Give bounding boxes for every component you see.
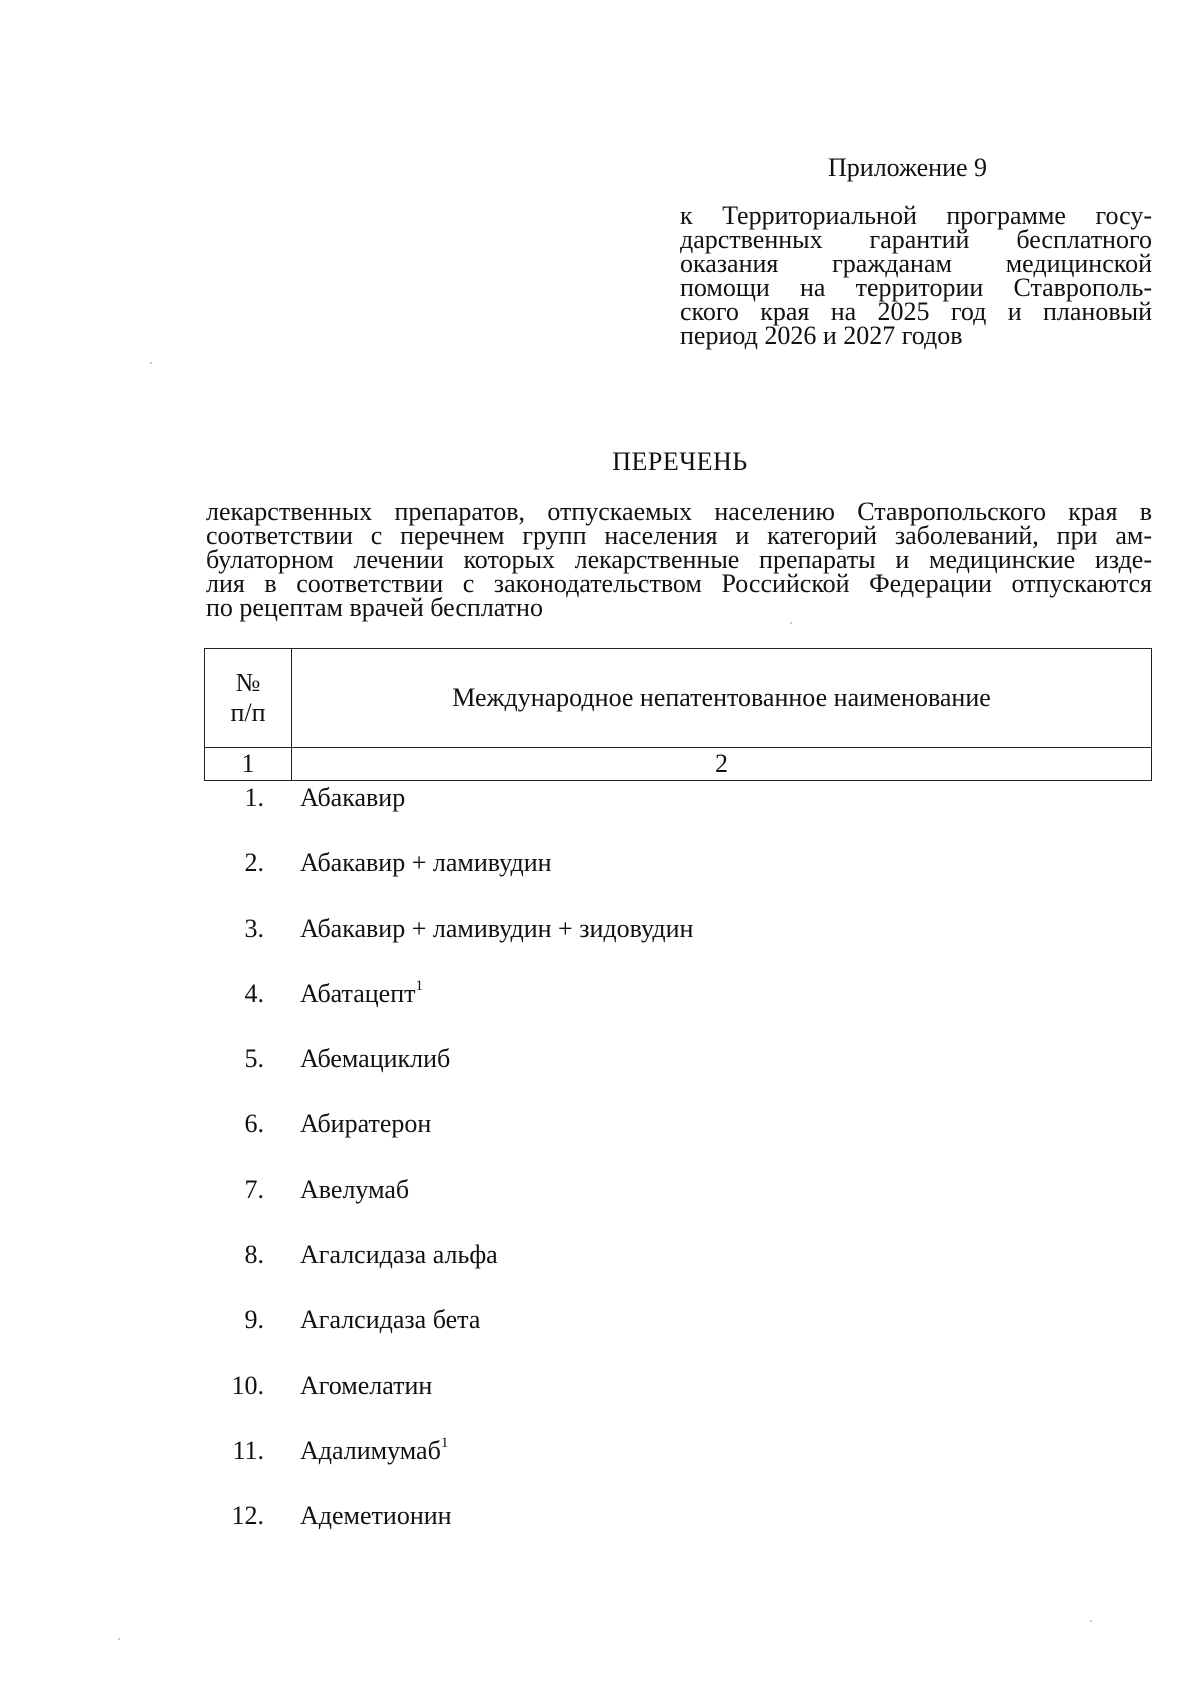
drug-name-cell xyxy=(300,1370,432,1402)
drug-number: 12. xyxy=(231,1501,264,1531)
document-intro xyxy=(206,497,1152,622)
table-row xyxy=(204,1304,1152,1369)
drug-number: 11. xyxy=(232,1435,264,1465)
column-header-name: Международное непатентованное наименование xyxy=(292,649,1152,748)
drug-name: Агомелатин xyxy=(300,1370,433,1400)
table-row xyxy=(204,913,1152,978)
footnote-mark: 1 xyxy=(415,978,424,995)
drug-name-cell xyxy=(300,1304,480,1336)
drug-name: Абакавир + ламивудин xyxy=(300,848,552,878)
table-index-row xyxy=(205,748,1152,781)
intro-line: лекарственных препаратов, отпускаемых населению Ставропольского края в xyxy=(206,497,1152,526)
drug-number: 4. xyxy=(244,978,264,1008)
appendix-subtitle-line: период 2026 и 2027 годов xyxy=(680,321,963,350)
drug-name-cell xyxy=(300,847,552,879)
scan-speck xyxy=(1090,1620,1092,1622)
drug-number: 6. xyxy=(244,1109,264,1139)
appendix-subtitle-line: оказания гражданам медицинской xyxy=(680,249,1152,278)
drug-number: 3. xyxy=(244,913,264,943)
drug-name: Авелумаб xyxy=(300,1174,410,1204)
appendix-subtitle-line: ского края на 2025 год и плановый xyxy=(680,297,1152,326)
intro-line: по рецептам врачей бесплатно xyxy=(206,593,543,622)
appendix-subtitle-line: к Территориальной программе госу- xyxy=(680,201,1152,230)
drug-number: 1. xyxy=(244,783,264,812)
drug-name-cell xyxy=(300,1043,450,1075)
table-row xyxy=(204,847,1152,912)
drug-name-cell xyxy=(300,1500,452,1532)
table-row xyxy=(204,782,1152,847)
drug-number: 10. xyxy=(231,1370,264,1400)
drug-name: Агалсидаза альфа xyxy=(300,1240,498,1270)
drug-list xyxy=(204,782,1152,1566)
footnote-mark: 1 xyxy=(440,1435,449,1452)
drug-name-cell xyxy=(300,913,693,945)
drug-number: 5. xyxy=(244,1044,264,1074)
intro-line: соответствии с перечнем групп населения и категорий заболеваний, при ам- xyxy=(206,521,1152,550)
table-header-row xyxy=(205,649,1152,748)
drug-name: Абатацепт xyxy=(300,978,416,1008)
drug-name: Абакавир xyxy=(300,783,406,812)
table-row xyxy=(204,1370,1152,1435)
drug-name-cell xyxy=(300,1174,409,1206)
drug-number: 9. xyxy=(244,1305,264,1335)
appendix-title: Приложение 9 xyxy=(828,153,988,182)
table-row xyxy=(204,1239,1152,1304)
scan-speck xyxy=(118,1638,120,1640)
drug-name: Абемациклиб xyxy=(300,1044,451,1074)
drug-name-cell xyxy=(300,1435,448,1467)
column-index-number: 1 xyxy=(205,748,292,781)
appendix-subtitle xyxy=(680,201,1152,350)
drug-number: 8. xyxy=(244,1240,264,1270)
scan-speck xyxy=(790,622,792,624)
column-header-number xyxy=(205,649,292,748)
drug-name-cell xyxy=(300,782,405,814)
column-index-name: 2 xyxy=(292,748,1152,781)
table-row xyxy=(204,1108,1152,1173)
table-row xyxy=(204,1043,1152,1108)
table-row xyxy=(204,978,1152,1043)
drug-table-header xyxy=(204,648,1152,781)
number-sign: № xyxy=(235,668,261,697)
drug-name: Абакавир + ламивудин + зидовудин xyxy=(300,913,694,943)
drug-name-cell xyxy=(300,1108,431,1140)
scan-speck xyxy=(150,362,152,364)
drug-name: Адеметионин xyxy=(300,1501,452,1531)
drug-name: Адалимумаб xyxy=(300,1435,441,1465)
drug-name-cell xyxy=(300,1239,498,1271)
appendix-subtitle-line: дарственных гарантий бесплатного xyxy=(680,225,1152,254)
drug-name: Агалсидаза бета xyxy=(300,1305,481,1335)
row-abbreviation: п/п xyxy=(230,698,266,727)
table-row xyxy=(204,1435,1152,1500)
intro-line: лия в соответствии с законодательством Российской Федерации отпускаются xyxy=(206,569,1152,598)
document-heading: ПЕРЕЧЕНЬ xyxy=(612,447,748,476)
drug-name-cell xyxy=(300,978,423,1010)
appendix-subtitle-line: помощи на территории Ставрополь- xyxy=(680,273,1152,302)
table-row xyxy=(204,1174,1152,1239)
drug-name: Абиратерон xyxy=(300,1109,432,1139)
table-row xyxy=(204,1500,1152,1565)
intro-line: булаторном лечении которых лекарственные препараты и медицинские изде- xyxy=(206,545,1152,574)
drug-number: 2. xyxy=(244,848,264,878)
drug-number: 7. xyxy=(244,1174,264,1204)
